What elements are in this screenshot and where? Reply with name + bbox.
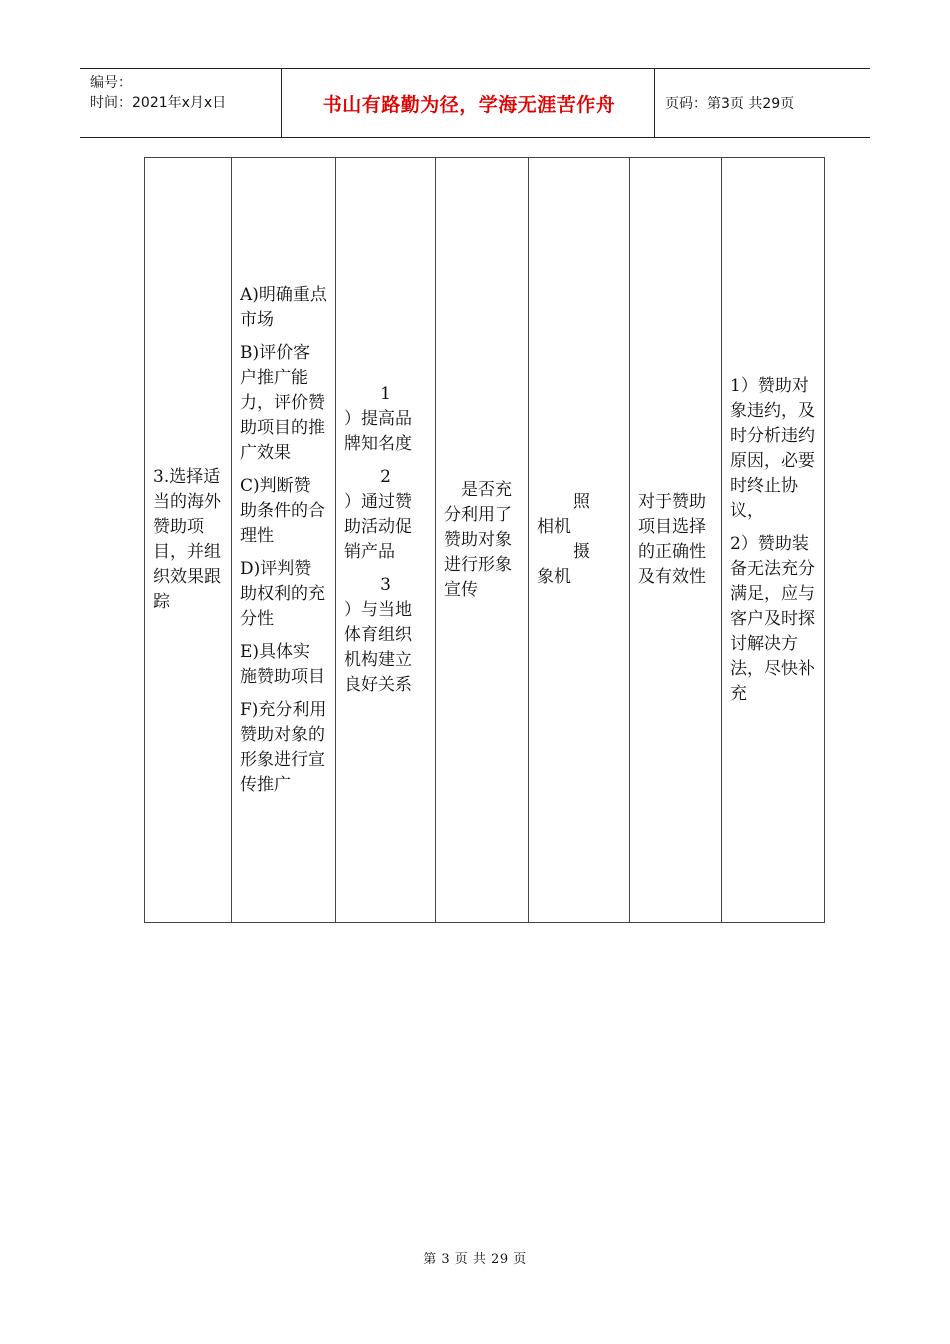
evaluation-cell: 对于赞助项目选择的正确性及有效性 (630, 158, 722, 923)
risk-item: 2）赞助装备无法充分满足，应与客户及时探讨解决方法，尽快补充 (730, 533, 815, 704)
goal-item (344, 573, 427, 698)
risk-cell (722, 158, 825, 923)
step-item: F)充分利用赞助对象的形象进行宣传推广 (240, 699, 327, 795)
header-meta (90, 73, 226, 113)
time-label: 时间：2021年x月x日 (90, 95, 227, 111)
task-cell: 3.选择适当的海外赞助项目，并组织效果跟踪 (145, 158, 232, 923)
risk-item: 1）赞助对象违约，及时分析违约原因，必要时终止协议， (730, 375, 815, 521)
table-row (145, 158, 825, 923)
code-label: 编号： (90, 75, 132, 91)
step-item: E)具体实施赞助项目 (240, 641, 325, 687)
goal-item (344, 382, 427, 457)
header-divider (654, 69, 655, 137)
goal-text: ）通过赞助活动促销产品 (344, 492, 412, 562)
step-item: D)评判赞助权利的充分性 (240, 558, 325, 629)
content-table (144, 157, 825, 923)
tool-line: 照 (573, 492, 590, 512)
goal-text: ）与当地体育组织机构建立良好关系 (344, 600, 412, 695)
page-header (80, 68, 870, 138)
goals-cell (336, 158, 436, 923)
page-info: 页码：第3页 共29页 (665, 96, 795, 112)
tool-line: 摄 (573, 542, 590, 562)
header-motto: 书山有路勤为径，学海无涯苦作舟 (322, 93, 616, 116)
tool-line: 象机 (537, 567, 571, 587)
steps-cell (232, 158, 336, 923)
criteria-cell: 是否充分利用了赞助对象进行形象宣传 (436, 158, 529, 923)
goal-number: 3 (380, 575, 391, 595)
tool-line: 相机 (537, 517, 571, 537)
step-item: A)明确重点市场 (240, 284, 327, 330)
tools-cell (529, 158, 630, 923)
goal-number: 1 (380, 384, 391, 404)
goal-text: ）提高品牌知名度 (344, 409, 412, 454)
page-footer: 第 3 页 共 29 页 (423, 1252, 527, 1267)
goal-item (344, 465, 427, 565)
step-item: C)判断赞助条件的合理性 (240, 475, 325, 546)
goal-number: 2 (380, 467, 391, 487)
step-item: B)评价客户推广能力，评价赞助项目的推广效果 (240, 342, 325, 463)
